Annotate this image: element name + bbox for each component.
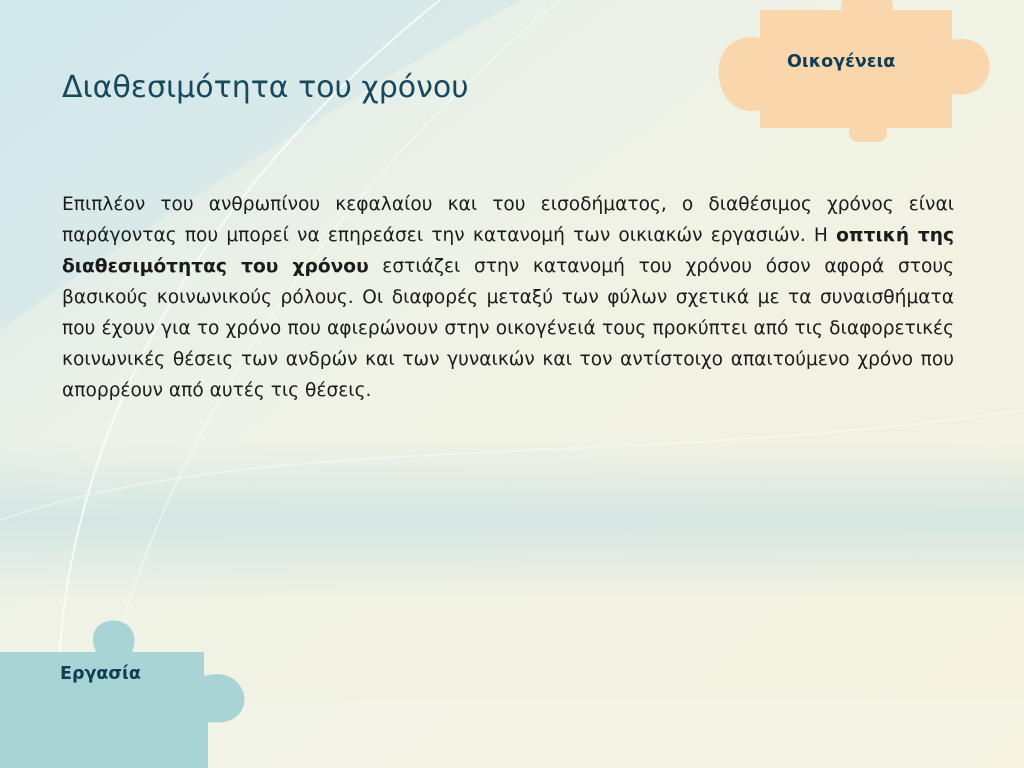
puzzle-piece-shape <box>0 621 244 768</box>
slide-title: Διαθεσιμότητα του χρόνου <box>62 70 469 105</box>
paragraph-bold-phrase: οπτική της διαθεσιμότητας του χρόνου <box>62 225 955 277</box>
paragraph-text-end: εστιάζει στην κατανομή του χρόνου όσον αφορά στους βασικούς κοινωνικούς ρόλους. Οι διαφορές μεταξύ των φύλων σχετικά με τα συναισθήματα που έχουν για το χρόνο που αφιερώνουν στην οικογένειά τους προκύπτει από τις διαφορετικές κοινωνικές θέσεις των ανδρών και των γυναικών και τον αντίστοιχο απαιτούμενο χρόνο που απορρέουν από αυτές τις θέσεις. <box>62 256 954 401</box>
puzzle-label-work: Εργασία <box>60 664 141 684</box>
body-paragraph <box>62 189 954 406</box>
paragraph-text-start: Επιπλέον του ανθρωπίνου κεφαλαίου και του εισοδήματος, ο διαθέσιμος χρόνος είναι παράγοντας που μπορεί να επηρεάσει την κατανομή των οικιακών εργασιών. Η <box>62 194 954 246</box>
puzzle-piece-icon <box>0 610 270 768</box>
puzzle-label-family: Οικογένεια <box>787 52 896 72</box>
